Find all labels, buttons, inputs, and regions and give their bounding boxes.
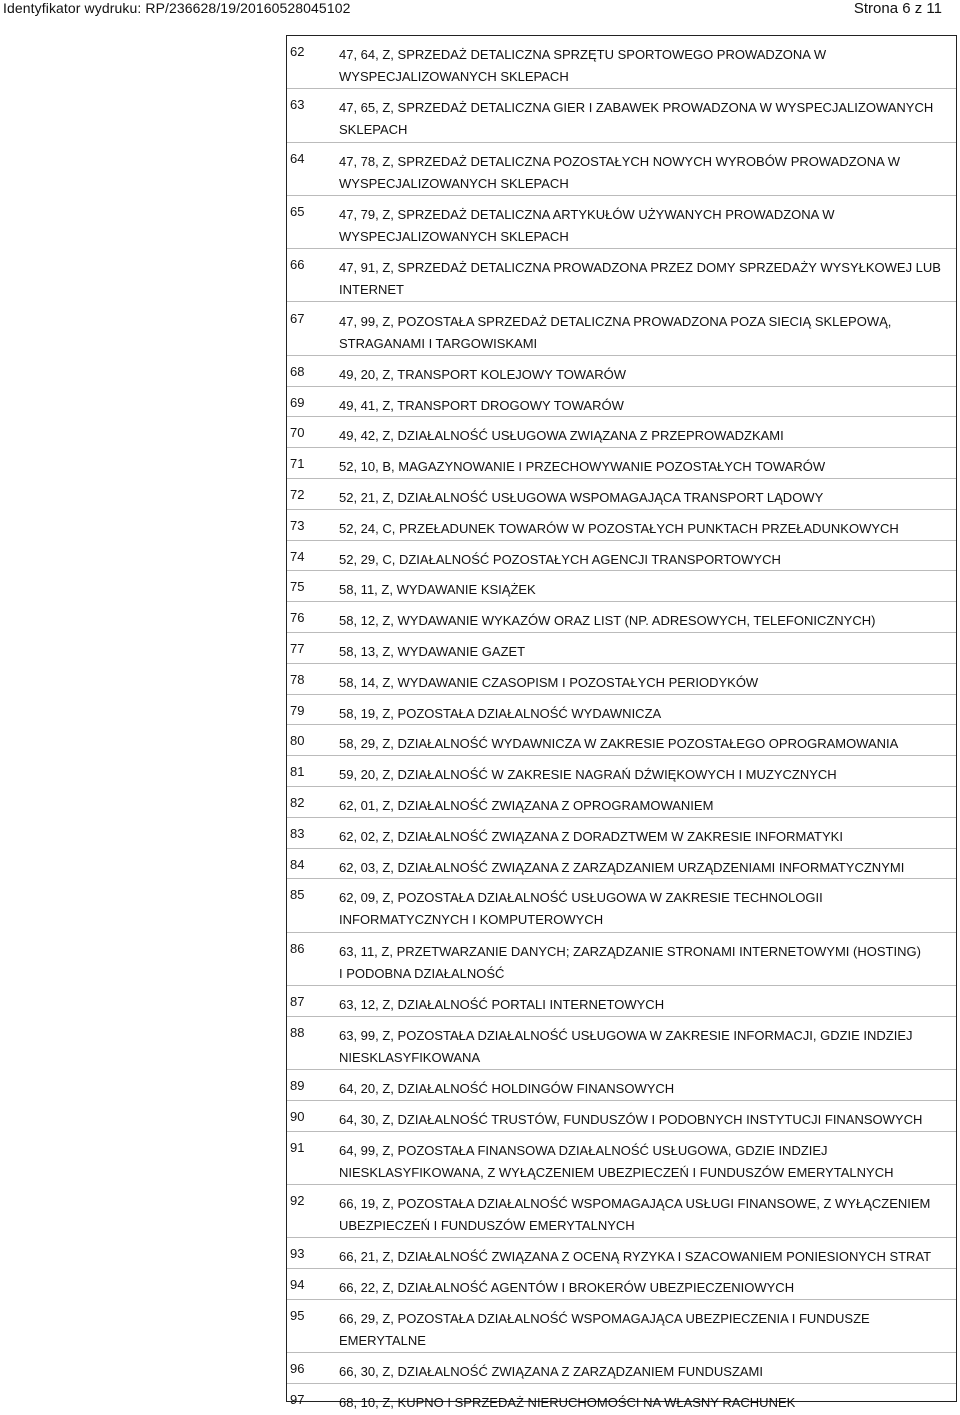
table-row [287, 1353, 956, 1384]
table-row [287, 1185, 956, 1238]
activity-description: 52, 29, C, DZIAŁALNOŚĆ POZOSTAŁYCH AGENCJI TRANSPORTOWYCH [339, 551, 781, 567]
activity-description: 47, 99, Z, POZOSTAŁA SPRZEDAŻ DETALICZNA PROWADZONA POZA SIECIĄ SKLEPOWĄ, STRAGANAMI I TARGOWISKAMI [339, 313, 892, 351]
row-number: 83 [290, 825, 305, 841]
activity-description: 62, 09, Z, POZOSTAŁA DZIAŁALNOŚĆ USŁUGOWA W ZAKRESIE TECHNOLOGII INFORMATYCZNYCH I KOMPUTEROWYCH [339, 890, 823, 928]
table-row [287, 756, 956, 787]
row-number: 73 [290, 517, 305, 533]
row-number: 66 [290, 257, 305, 273]
row-number: 85 [290, 887, 305, 903]
activity-description: 63, 99, Z, POZOSTAŁA DZIAŁALNOŚĆ USŁUGOWA W ZAKRESIE INFORMACJI, GDZIE INDZIEJ NIESKLASYFIKOWANA [339, 1027, 913, 1065]
row-number: 67 [290, 310, 305, 326]
row-number: 80 [290, 733, 305, 749]
row-number: 72 [290, 487, 305, 502]
table-row [287, 249, 956, 302]
table-row [287, 695, 956, 726]
row-number: 78 [290, 671, 305, 687]
row-number: 90 [290, 1108, 305, 1124]
page-number: Strona 6 z 11 [853, 0, 942, 17]
activity-description: 47, 65, Z, SPRZEDAŻ DETALICZNA GIER I ZABAWEK PROWADZONA W WYSPECJALIZOWANYCH SKLEPACH [339, 100, 934, 138]
table-row [287, 541, 956, 572]
activity-description: 63, 11, Z, PRZETWARZANIE DANYCH; ZARZĄDZANIE STRONAMI INTERNETOWYMI (HOSTING) I PODOBNA DZIAŁALNOŚĆ [339, 943, 921, 981]
row-number: 97 [290, 1392, 305, 1407]
row-number: 77 [290, 641, 305, 656]
activity-description: 66, 19, Z, POZOSTAŁA DZIAŁALNOŚĆ WSPOMAGAJĄCA USŁUGI FINANSOWE, Z WYŁĄCZENIEM UBEZPIECZEŃ I FUNDUSZÓW EMERYTALNYCH [339, 1196, 931, 1233]
row-number: 68 [290, 363, 305, 379]
row-number: 75 [290, 579, 305, 595]
row-number: 95 [290, 1307, 305, 1323]
row-number: 82 [290, 795, 305, 810]
table-row [287, 303, 956, 356]
activity-description: 58, 14, Z, WYDAWANIE CZASOPISM I POZOSTAŁYCH PERIODYKÓW [339, 674, 759, 690]
table-row [287, 818, 956, 849]
activity-description: 52, 10, B, MAGAZYNOWANIE I PRZECHOWYWANIE POZOSTAŁYCH TOWARÓW [339, 459, 826, 475]
row-number: 96 [290, 1361, 305, 1377]
activity-description: 47, 79, Z, SPRZEDAŻ DETALICZNA ARTYKUŁÓW UŻYWANYCH PROWADZONA W WYSPECJALIZOWANYCH SKLEPACH [339, 206, 835, 244]
row-number: 88 [290, 1024, 305, 1040]
row-number: 94 [290, 1277, 305, 1293]
row-number: 79 [290, 702, 305, 718]
row-number: 81 [290, 764, 305, 780]
table-row [287, 1017, 956, 1070]
pkd-activity-table [286, 35, 957, 1410]
table-row [287, 356, 956, 387]
activity-description: 52, 24, C, PRZEŁADUNEK TOWARÓW W POZOSTAŁYCH PUNKTACH PRZEŁADUNKOWYCH [339, 520, 899, 536]
row-number: 64 [290, 150, 305, 166]
table-row [287, 1101, 956, 1132]
activity-description: 58, 11, Z, WYDAWANIE KSIĄŻEK [339, 582, 536, 598]
activity-description: 47, 64, Z, SPRZEDAŻ DETALICZNA SPRZĘTU SPORTOWEGO PROWADZONA W WYSPECJALIZOWANYCH SKLEPACH [339, 47, 827, 84]
activity-description: 66, 29, Z, POZOSTAŁA DZIAŁALNOŚĆ WSPOMAGAJĄCA UBEZPIECZENIA I FUNDUSZE EMERYTALNE [339, 1310, 870, 1348]
activity-description: 62, 02, Z, DZIAŁALNOŚĆ ZWIĄZANA Z DORADZTWEM W ZAKRESIE INFORMATYKI [339, 828, 843, 844]
table-row [287, 1384, 956, 1415]
table-row [287, 510, 956, 541]
activity-description: 63, 12, Z, DZIAŁALNOŚĆ PORTALI INTERNETOWYCH [339, 997, 665, 1012]
activity-description: 66, 21, Z, DZIAŁALNOŚĆ ZWIĄZANA Z OCENĄ RYZYKA I SZACOWANIEM PONIESIONYCH STRAT [339, 1249, 932, 1265]
table-row [287, 1238, 956, 1269]
table-row [287, 143, 956, 196]
row-number: 71 [290, 456, 305, 472]
activity-description: 59, 20, Z, DZIAŁALNOŚĆ W ZAKRESIE NAGRAŃ DŹWIĘKOWYCH I MUZYCZNYCH [339, 767, 837, 783]
table-row [287, 986, 956, 1017]
table-row [287, 1269, 956, 1300]
table-row [287, 387, 956, 418]
table-row [287, 479, 956, 510]
table-row [287, 602, 956, 633]
table-row [287, 633, 956, 664]
row-number: 89 [290, 1078, 305, 1094]
row-number: 92 [290, 1193, 305, 1208]
table-row [287, 36, 956, 89]
row-number: 84 [290, 856, 305, 872]
activity-description: 66, 22, Z, DZIAŁALNOŚĆ AGENTÓW I BROKERÓW UBEZPIECZENIOWYCH [339, 1280, 795, 1296]
row-number: 91 [290, 1139, 305, 1155]
row-number: 65 [290, 203, 305, 219]
activity-description: 49, 41, Z, TRANSPORT DROGOWY TOWARÓW [339, 397, 624, 413]
table-row [287, 879, 956, 932]
activity-description: 47, 78, Z, SPRZEDAŻ DETALICZNA POZOSTAŁYCH NOWYCH WYROBÓW PROWADZONA W WYSPECJALIZOWANYCH SKLEPACH [339, 153, 900, 191]
activity-description: 66, 30, Z, DZIAŁALNOŚĆ ZWIĄZANA Z ZARZĄDZANIEM FUNDUSZAMI [339, 1364, 763, 1380]
activity-description: 62, 01, Z, DZIAŁALNOŚĆ ZWIĄZANA Z OPROGRAMOWANIEM [339, 798, 714, 813]
table-row [287, 1070, 956, 1101]
table-row [287, 1300, 956, 1353]
row-number: 70 [290, 425, 305, 441]
activity-description: 58, 19, Z, POZOSTAŁA DZIAŁALNOŚĆ WYDAWNICZA [339, 705, 662, 721]
activity-description: 64, 20, Z, DZIAŁALNOŚĆ HOLDINGÓW FINANSOWYCH [339, 1081, 675, 1097]
row-number: 76 [290, 610, 305, 626]
table-row [287, 571, 956, 602]
table-row [287, 787, 956, 818]
row-number: 86 [290, 940, 305, 956]
table-row [287, 89, 956, 142]
print-identifier: Identyfikator wydruku: RP/236628/19/20160528045102 [3, 0, 351, 16]
activity-description: 47, 91, Z, SPRZEDAŻ DETALICZNA PROWADZONA PRZEZ DOMY SPRZEDAŻY WYSYŁKOWEJ LUB INTERNET [339, 260, 941, 298]
row-number: 87 [290, 994, 305, 1009]
activity-description: 52, 21, Z, DZIAŁALNOŚĆ USŁUGOWA WSPOMAGAJĄCA TRANSPORT LĄDOWY [339, 490, 824, 505]
table-row [287, 849, 956, 880]
activity-description: 49, 20, Z, TRANSPORT KOLEJOWY TOWARÓW [339, 366, 627, 382]
table-row [287, 664, 956, 695]
activity-description: 58, 29, Z, DZIAŁALNOŚĆ WYDAWNICZA W ZAKRESIE POZOSTAŁEGO OPROGRAMOWANIA [339, 736, 899, 752]
row-number: 69 [290, 394, 305, 410]
table-row [287, 196, 956, 249]
table-row [287, 417, 956, 448]
table-row [287, 725, 956, 756]
activity-description: 58, 12, Z, WYDAWANIE WYKAZÓW ORAZ LIST (NP. ADRESOWYCH, TELEFONICZNYCH) [339, 613, 876, 629]
activity-description: 68, 10, Z, KUPNO I SPRZEDAŻ NIERUCHOMOŚCI NA WŁASNY RACHUNEK [339, 1395, 796, 1410]
row-number: 93 [290, 1246, 305, 1262]
table-row [287, 933, 956, 986]
table-row [287, 1132, 956, 1185]
page-header [0, 0, 960, 20]
activity-description: 64, 99, Z, POZOSTAŁA FINANSOWA DZIAŁALNOŚĆ USŁUGOWA, GDZIE INDZIEJ NIESKLASYFIKOWANA, Z WYŁĄCZENIEM UBEZPIECZEŃ I FUNDUSZÓW EMERYTALNYCH [339, 1142, 894, 1180]
row-number: 63 [290, 97, 305, 113]
activity-description: 64, 30, Z, DZIAŁALNOŚĆ TRUSTÓW, FUNDUSZÓW I PODOBNYCH INSTYTUCJI FINANSOWYCH [339, 1111, 923, 1127]
activity-description: 62, 03, Z, DZIAŁALNOŚĆ ZWIĄZANA Z ZARZĄDZANIEM URZĄDZENIAMI INFORMATYCZNYMI [339, 859, 905, 875]
row-number: 74 [290, 548, 305, 564]
activity-description: 58, 13, Z, WYDAWANIE GAZET [339, 644, 526, 659]
table-row [287, 448, 956, 479]
activity-description: 49, 42, Z, DZIAŁALNOŚĆ USŁUGOWA ZWIĄZANA Z PRZEPROWADZKAMI [339, 428, 784, 444]
row-number: 62 [290, 44, 305, 59]
